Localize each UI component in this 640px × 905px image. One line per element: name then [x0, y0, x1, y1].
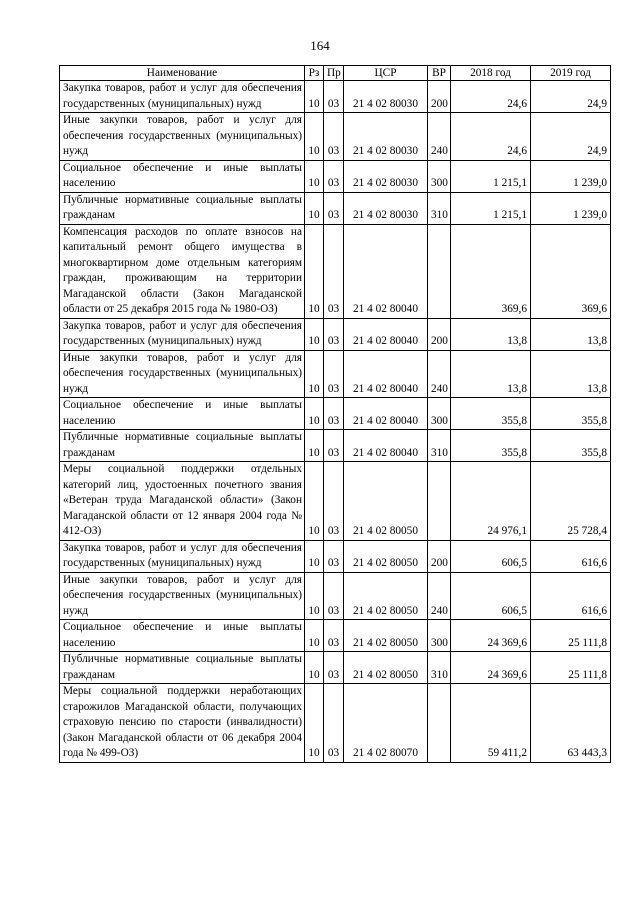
cell-pr: 03 [324, 540, 344, 572]
cell-name: Закупка товаров, работ и услуг для обеспечения государственных (муниципальных) нужд [60, 318, 305, 350]
cell-rz: 10 [305, 398, 324, 430]
cell-csr: 21 4 02 80050 [344, 652, 428, 684]
cell-2018: 24 976,1 [451, 462, 531, 541]
header-name: Наименование [60, 66, 305, 81]
cell-vr: 310 [428, 430, 451, 462]
header-vr: ВР [428, 66, 451, 81]
cell-rz: 10 [305, 350, 324, 398]
cell-name: Иные закупки товаров, работ и услуг для обеспечения государственных (муниципальных) нужд [60, 572, 305, 620]
cell-vr: 310 [428, 192, 451, 224]
table-row [60, 684, 611, 763]
cell-rz: 10 [305, 430, 324, 462]
header-csr: ЦСР [344, 66, 428, 81]
table-row [60, 620, 611, 652]
cell-rz: 10 [305, 652, 324, 684]
header-pr: Пр [324, 66, 344, 81]
cell-2018: 13,8 [451, 318, 531, 350]
cell-vr: 200 [428, 540, 451, 572]
cell-pr: 03 [324, 620, 344, 652]
cell-name: Иные закупки товаров, работ и услуг для обеспечения государственных (муниципальных) нужд [60, 350, 305, 398]
cell-csr: 21 4 02 80030 [344, 81, 428, 113]
cell-name: Закупка товаров, работ и услуг для обеспечения государственных (муниципальных) нужд [60, 81, 305, 113]
cell-2019: 25 111,8 [531, 652, 611, 684]
cell-vr: 310 [428, 652, 451, 684]
cell-csr: 21 4 02 80040 [344, 430, 428, 462]
cell-2019: 25 728,4 [531, 462, 611, 541]
cell-csr: 21 4 02 80070 [344, 684, 428, 763]
table-row [60, 318, 611, 350]
cell-name: Иные закупки товаров, работ и услуг для обеспечения государственных (муниципальных) нужд [60, 113, 305, 161]
header-rz: Рз [305, 66, 324, 81]
cell-vr: 200 [428, 81, 451, 113]
cell-rz: 10 [305, 462, 324, 541]
table-row [60, 462, 611, 541]
cell-csr: 21 4 02 80050 [344, 572, 428, 620]
cell-pr: 03 [324, 318, 344, 350]
cell-vr [428, 462, 451, 541]
table-row [60, 540, 611, 572]
header-2018: 2018 год [451, 66, 531, 81]
header-2019: 2019 год [531, 66, 611, 81]
cell-pr: 03 [324, 430, 344, 462]
cell-2019: 355,8 [531, 398, 611, 430]
cell-2018: 1 215,1 [451, 160, 531, 192]
cell-rz: 10 [305, 113, 324, 161]
cell-2018: 24,6 [451, 113, 531, 161]
budget-table [59, 65, 611, 763]
cell-2018: 606,5 [451, 572, 531, 620]
cell-csr: 21 4 02 80040 [344, 318, 428, 350]
table-header-row [60, 66, 611, 81]
cell-pr: 03 [324, 81, 344, 113]
cell-2019: 616,6 [531, 540, 611, 572]
cell-csr: 21 4 02 80030 [344, 160, 428, 192]
table-row [60, 81, 611, 113]
cell-name: Меры социальной поддержки неработающих старожилов Магаданской области, получающих страховую пенсию по старости (инвалидности) (Закон Магаданской области от 06 декабря 2004 года № 499-ОЗ) [60, 684, 305, 763]
cell-rz: 10 [305, 224, 324, 318]
cell-pr: 03 [324, 684, 344, 763]
cell-pr: 03 [324, 398, 344, 430]
cell-name: Меры социальной поддержки отдельных категорий лиц, удостоенных почетного звания «Ветеран труда Магаданской области» (Закон Магаданской области от 12 января 2004 года № 412-ОЗ) [60, 462, 305, 541]
cell-pr: 03 [324, 572, 344, 620]
cell-name: Публичные нормативные социальные выплаты гражданам [60, 652, 305, 684]
cell-csr: 21 4 02 80040 [344, 224, 428, 318]
table-row [60, 160, 611, 192]
cell-2019: 1 239,0 [531, 160, 611, 192]
table-row [60, 430, 611, 462]
cell-2019: 616,6 [531, 572, 611, 620]
table-row [60, 192, 611, 224]
cell-csr: 21 4 02 80030 [344, 113, 428, 161]
cell-rz: 10 [305, 684, 324, 763]
cell-csr: 21 4 02 80050 [344, 540, 428, 572]
cell-2019: 63 443,3 [531, 684, 611, 763]
table-row [60, 572, 611, 620]
cell-vr: 300 [428, 398, 451, 430]
cell-vr: 240 [428, 350, 451, 398]
cell-2018: 24 369,6 [451, 620, 531, 652]
cell-2018: 13,8 [451, 350, 531, 398]
cell-rz: 10 [305, 318, 324, 350]
cell-name: Закупка товаров, работ и услуг для обеспечения государственных (муниципальных) нужд [60, 540, 305, 572]
table-row [60, 398, 611, 430]
cell-2019: 13,8 [531, 318, 611, 350]
cell-rz: 10 [305, 572, 324, 620]
cell-name: Социальное обеспечение и иные выплаты населению [60, 620, 305, 652]
cell-csr: 21 4 02 80050 [344, 462, 428, 541]
cell-csr: 21 4 02 80040 [344, 350, 428, 398]
cell-pr: 03 [324, 462, 344, 541]
cell-vr: 240 [428, 572, 451, 620]
cell-2018: 369,6 [451, 224, 531, 318]
cell-name: Публичные нормативные социальные выплаты гражданам [60, 192, 305, 224]
cell-pr: 03 [324, 160, 344, 192]
cell-2019: 355,8 [531, 430, 611, 462]
cell-vr: 200 [428, 318, 451, 350]
cell-vr: 240 [428, 113, 451, 161]
cell-name: Публичные нормативные социальные выплаты гражданам [60, 430, 305, 462]
cell-pr: 03 [324, 350, 344, 398]
cell-vr [428, 684, 451, 763]
cell-pr: 03 [324, 224, 344, 318]
table-body [60, 81, 611, 763]
cell-vr: 300 [428, 620, 451, 652]
cell-pr: 03 [324, 192, 344, 224]
cell-name: Компенсация расходов по оплате взносов на капитальный ремонт общего имущества в многоквартирном доме отдельным категориям граждан, проживающим на территории Магаданской области (Закон Магаданской области от 25 декабря 2015 года № 1980-ОЗ) [60, 224, 305, 318]
table-row [60, 224, 611, 318]
cell-2018: 1 215,1 [451, 192, 531, 224]
cell-rz: 10 [305, 540, 324, 572]
cell-csr: 21 4 02 80050 [344, 620, 428, 652]
table-row [60, 350, 611, 398]
cell-vr [428, 224, 451, 318]
cell-2019: 24,9 [531, 113, 611, 161]
cell-2018: 24 369,6 [451, 652, 531, 684]
table-row [60, 652, 611, 684]
cell-2018: 59 411,2 [451, 684, 531, 763]
cell-csr: 21 4 02 80040 [344, 398, 428, 430]
cell-csr: 21 4 02 80030 [344, 192, 428, 224]
cell-pr: 03 [324, 113, 344, 161]
cell-2019: 24,9 [531, 81, 611, 113]
cell-2019: 1 239,0 [531, 192, 611, 224]
cell-2018: 24,6 [451, 81, 531, 113]
table-row [60, 113, 611, 161]
cell-pr: 03 [324, 652, 344, 684]
cell-2019: 13,8 [531, 350, 611, 398]
cell-2018: 355,8 [451, 430, 531, 462]
cell-2018: 355,8 [451, 398, 531, 430]
cell-vr: 300 [428, 160, 451, 192]
cell-2019: 25 111,8 [531, 620, 611, 652]
cell-rz: 10 [305, 192, 324, 224]
cell-rz: 10 [305, 81, 324, 113]
cell-name: Социальное обеспечение и иные выплаты населению [60, 160, 305, 192]
cell-2018: 606,5 [451, 540, 531, 572]
page-number: 164 [310, 38, 330, 53]
cell-2019: 369,6 [531, 224, 611, 318]
cell-rz: 10 [305, 620, 324, 652]
cell-rz: 10 [305, 160, 324, 192]
cell-name: Социальное обеспечение и иные выплаты населению [60, 398, 305, 430]
